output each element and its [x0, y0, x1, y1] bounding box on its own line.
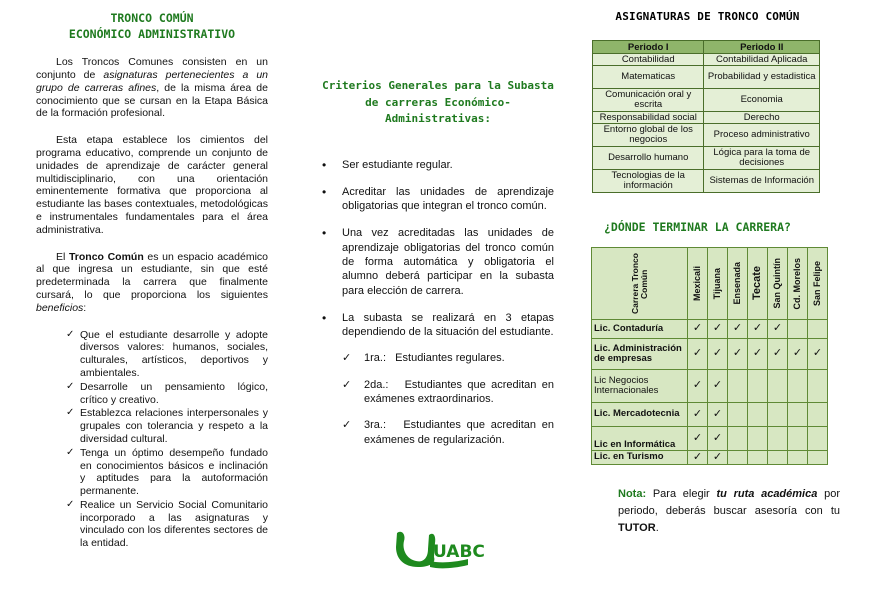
checkmark-icon: ✓ [66, 446, 75, 458]
check-cell: ✓ [688, 370, 708, 403]
left-title-line2: ECONÓMICO ADMINISTRATIVO [68, 27, 236, 42]
benefit-text: Establezca relaciones interpersonales y grupales con tolerancia y respeto a la diversidad cultural. [80, 407, 268, 445]
check-cell [768, 427, 788, 451]
check-cell: ✓ [708, 451, 728, 465]
subject-cell: Desarrollo humano [593, 147, 704, 170]
check-cell [728, 370, 748, 403]
campus-label: San Quintín [772, 258, 783, 309]
note-label: Nota: [618, 488, 647, 500]
benefit-item [66, 381, 268, 407]
campus-label: Ensenada [732, 262, 743, 305]
career-name: Lic. Mercadotecnia [592, 403, 688, 427]
career-name: Lic. en Turismo [592, 451, 688, 465]
check-cell [788, 370, 808, 403]
note-text-b: por periodo, deberás buscar asesoría con tu [618, 488, 840, 518]
subjects-table [592, 40, 820, 193]
subjects-row [593, 124, 820, 147]
campus-label: San Felipe [812, 260, 823, 306]
subject-cell: Contabilidad Aplicada [704, 54, 820, 66]
period2-header: Periodo II [704, 41, 820, 54]
campus-label: Tecate [750, 266, 763, 301]
career-row [592, 451, 828, 465]
campus-header [728, 248, 748, 320]
checkmark-icon: ✓ [66, 328, 75, 340]
check-cell [768, 370, 788, 403]
career-row [592, 427, 828, 451]
criteria-text: La subasta se realizará en 3 etapas dependiendo de la situación del estudiante. [342, 311, 554, 339]
left-panel [36, 10, 268, 551]
subject-cell: Contabilidad [593, 54, 704, 66]
criteria-text: Una vez acreditadas las unidades de aprendizaje obligatorias del tronco común de forma automática y obligatoria el alumno deberá participar en la subasta para elección de carrera. [342, 227, 554, 297]
campus-header [708, 248, 728, 320]
criteria-text: Ser estudiante regular. [342, 158, 453, 171]
career-name: Lic. Contaduría [592, 320, 688, 339]
middle-panel [322, 78, 558, 460]
campus-label: Tijuana [712, 267, 723, 300]
benefit-item [66, 499, 268, 550]
left-title [36, 10, 268, 42]
career-name: Lic en Informática [592, 427, 688, 451]
intro-text-b: , de la misma área de conocimiento que se cursan en la Etapa Básica de la formación profesional. [36, 81, 268, 120]
tronco-text-a: El [56, 250, 69, 263]
subjects-row [593, 66, 820, 89]
bullet-icon: • [322, 157, 327, 172]
subject-cell: Entorno global de los negocios [593, 124, 704, 147]
check-cell [748, 427, 768, 451]
right-panel [590, 10, 825, 193]
subject-cell: Probabilidad y estadistica [704, 66, 820, 89]
check-cell: ✓ [728, 320, 748, 339]
criteria-item [322, 158, 554, 172]
check-cell [728, 451, 748, 465]
check-cell: ✓ [688, 403, 708, 427]
criteria-list [322, 157, 558, 447]
criteria-item [322, 226, 554, 297]
campus-header [788, 248, 808, 320]
check-cell [748, 451, 768, 465]
check-cell: ✓ [708, 370, 728, 403]
note-paragraph [618, 486, 840, 537]
logo-text: UABC [433, 542, 485, 562]
check-cell [808, 427, 828, 451]
checkmark-icon: ✓ [342, 378, 352, 391]
subject-cell: Economia [704, 89, 820, 112]
bullet-icon: • [322, 184, 327, 199]
stage-item [342, 418, 558, 447]
checkmark-icon: ✓ [66, 380, 75, 392]
check-cell: ✓ [688, 427, 708, 451]
subject-cell: Responsabilidad social [593, 112, 704, 124]
career-row [592, 403, 828, 427]
note-text-c: . [655, 522, 659, 535]
subjects-row [593, 112, 820, 124]
career-name [592, 339, 688, 370]
benefit-text: Que el estudiante desarrolle y adopte diversos valores: humanos, sociales, culturales, artísticos, deportivos y ambientales. [80, 328, 268, 379]
check-cell [728, 403, 748, 427]
tronco-text-c: : [83, 301, 87, 314]
subject-cell: Tecnologias de la información [593, 170, 704, 193]
checkmark-icon: ✓ [342, 419, 352, 432]
check-cell [748, 370, 768, 403]
check-cell: ✓ [708, 427, 728, 451]
check-cell: ✓ [708, 320, 728, 339]
subjects-row [593, 170, 820, 193]
checkmark-icon: ✓ [66, 498, 75, 510]
period1-header: Periodo I [593, 41, 704, 54]
campus-label: Mexicali [692, 265, 703, 302]
criteria-item [322, 185, 554, 214]
check-cell [808, 451, 828, 465]
subjects-title: ASIGNATURAS DE TRONCO COMÚN [615, 10, 800, 23]
career-row [592, 320, 828, 339]
intro-paragraph [36, 56, 268, 120]
check-cell: ✓ [688, 451, 708, 465]
benefit-text: Tenga un óptimo desempeño fundado en conocimientos básicos e inclinación y aptitudes para la autoformación permanente. [80, 446, 268, 498]
career-name [592, 370, 688, 403]
check-cell: ✓ [788, 339, 808, 370]
uabc-logo [394, 527, 485, 569]
intro-emphasis: asignaturas pertenecientes a un grupo de carreras afines [36, 68, 269, 94]
check-cell [768, 451, 788, 465]
subjects-row [593, 54, 820, 66]
check-cell: ✓ [808, 339, 828, 370]
subject-cell: Sistemas de Información [704, 170, 820, 193]
benefit-item [66, 447, 268, 498]
checkmark-icon: ✓ [342, 352, 352, 365]
left-title-line1: TRONCO COMÚN [110, 11, 194, 25]
stage-text: 3ra.: Estudiantes que acreditan en exámenes de regularización. [364, 419, 558, 446]
note-text-a: Para elegir [646, 488, 717, 500]
benefit-item [66, 329, 268, 380]
check-cell [788, 451, 808, 465]
check-cell: ✓ [768, 320, 788, 339]
check-cell: ✓ [748, 320, 768, 339]
check-cell: ✓ [708, 403, 728, 427]
campus-header [808, 248, 828, 320]
subjects-row [593, 89, 820, 112]
note-emphasis: tu ruta académica [716, 488, 818, 500]
campus-header [748, 248, 768, 320]
tronco-text-b: es un espacio académico al que ingresa un estudiante, sin que esté predeterminada la carrera que finalmente cursará, lo que proporciona los siguientes [36, 250, 268, 301]
check-cell: ✓ [768, 339, 788, 370]
where-title: ¿DÓNDE TERMINAR LA CARRERA? [604, 220, 791, 234]
criteria-item [322, 310, 558, 447]
stages-list [342, 351, 558, 446]
campus-header [768, 248, 788, 320]
tronco-emphasis: beneficios [36, 301, 84, 314]
benefit-text: Realice un Servicio Social Comunitario incorporado a las asignaturas y vinculado con los diferentes sectores de la entidad. [80, 498, 268, 550]
check-cell [788, 403, 808, 427]
foundation-paragraph: Esta etapa establece los cimientos del programa educativo, comprende un conjunto de unidades de aprendizaje de carácter general multidisciplinario, con una orientación eminentemente formativa que proporciona al estudiante las bases contextuales, metodológicas e instrumentales fundamentales para el área administrativa. [36, 134, 268, 236]
subject-cell: Proceso administrativo [704, 124, 820, 147]
check-cell: ✓ [748, 339, 768, 370]
stage-text: 2da.: Estudiantes que acreditan en exámenes extraordinarios. [364, 378, 558, 406]
campus-header-row [592, 248, 828, 320]
criteria-text: Acreditar las unidades de aprendizaje obligatorias que integran el tronco común. [342, 185, 554, 213]
subjects-header-row [593, 41, 820, 54]
tronco-strong: Tronco Común [68, 250, 144, 263]
check-cell: ✓ [708, 339, 728, 370]
career-name-text: Lic. Administración de empresas [594, 342, 682, 364]
checkmark-icon: ✓ [66, 407, 75, 419]
benefit-item [66, 407, 268, 445]
stage-item [342, 378, 558, 407]
corner-label: Carrera Tronco Común [629, 253, 649, 314]
check-cell: ✓ [688, 339, 708, 370]
bullet-icon: • [322, 226, 327, 241]
check-cell [808, 320, 828, 339]
check-cell [768, 403, 788, 427]
career-row [592, 339, 828, 370]
note-strong: TUTOR [618, 522, 656, 535]
stage-item [342, 351, 554, 365]
stage-text: 1ra.: Estudiantes regulares. [364, 352, 505, 365]
criteria-title: Criterios Generales para la Subasta de carreras Económico-Administrativas: [322, 79, 554, 125]
campus-header [688, 248, 708, 320]
campus-label: Cd. Morelos [792, 257, 803, 310]
subject-cell: Comunicación oral y escrita [593, 89, 704, 112]
check-cell [808, 370, 828, 403]
benefits-list [66, 329, 268, 551]
career-name-text: Lic Negocios Internacionales [594, 374, 659, 396]
subject-cell: Derecho [704, 112, 820, 124]
benefit-text: Desarrolle un pensamiento lógico, crítico y creativo. [80, 380, 268, 406]
tronco-paragraph [36, 251, 268, 315]
check-cell [788, 427, 808, 451]
subject-cell: Lógica para la toma de decisiones [704, 147, 820, 170]
intro-text-a: Los Troncos Comunes consisten en un conjunto de [36, 56, 268, 81]
check-cell [808, 403, 828, 427]
check-cell [748, 403, 768, 427]
career-row [592, 370, 828, 403]
check-cell: ✓ [728, 339, 748, 370]
bullet-icon: • [322, 310, 327, 325]
subjects-row [593, 147, 820, 170]
campus-table [591, 247, 828, 465]
logo-u-shape [396, 532, 435, 567]
corner-header [592, 248, 688, 320]
subject-cell: Matematicas [593, 66, 704, 89]
check-cell [728, 427, 748, 451]
check-cell: ✓ [688, 320, 708, 339]
check-cell [788, 320, 808, 339]
